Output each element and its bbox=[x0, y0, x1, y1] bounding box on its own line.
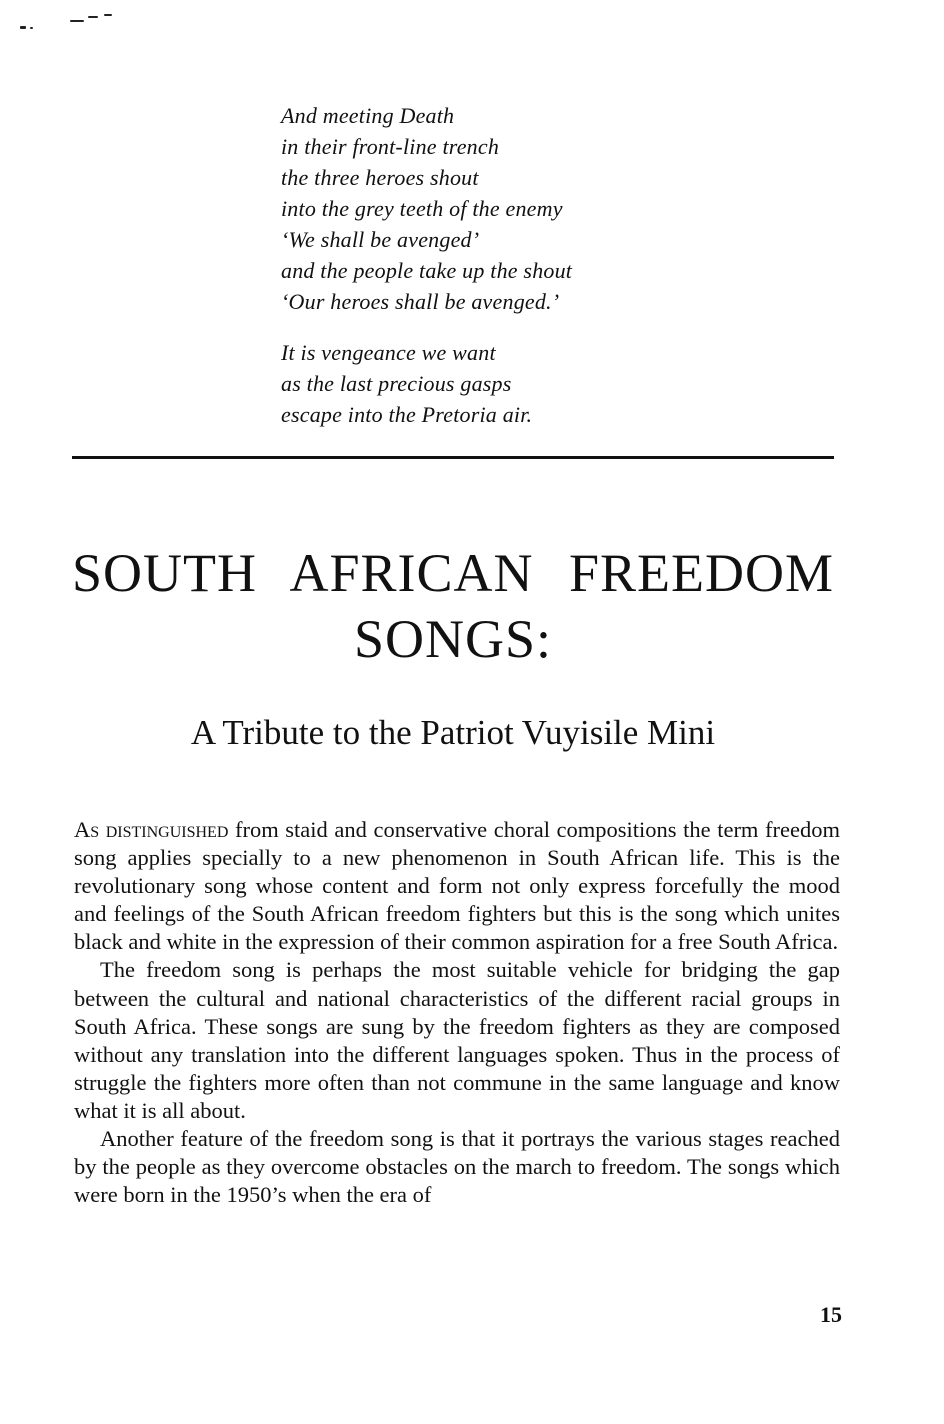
scan-speck bbox=[88, 16, 98, 18]
poem-stanza-1 bbox=[281, 100, 841, 317]
article-title-line-1 bbox=[72, 540, 834, 606]
article-title bbox=[72, 540, 834, 672]
paragraph-text: The freedom song is perhaps the most suitable vehicle for bridging the gap between the cultural and national characteristics of the different racial groups in South Africa. These songs are sung by the freedom fighters as they are composed without any translation into the different languages spoken. Thus in the process of struggle the fighters more often than not commune in the same language and know what it is all about. bbox=[74, 957, 840, 1123]
body-paragraph bbox=[74, 1125, 840, 1209]
poem-line: It is vengeance we want bbox=[281, 340, 496, 365]
poem-line: ‘We shall be avenged’ bbox=[281, 227, 480, 252]
poem-line: And meeting Death bbox=[281, 103, 455, 128]
page-number: 15 bbox=[820, 1302, 842, 1327]
poem-line: escape into the Pretoria air. bbox=[281, 402, 533, 427]
article-title-line-2: SONGS: bbox=[353, 609, 553, 669]
scan-speck bbox=[30, 27, 33, 29]
poem-line: the three heroes shout bbox=[281, 165, 479, 190]
poem-line: ‘Our heroes shall be avenged.’ bbox=[281, 289, 560, 314]
title-word: SOUTH bbox=[72, 543, 258, 603]
scan-speck bbox=[70, 20, 84, 22]
title-word: FREEDOM bbox=[568, 543, 834, 603]
poem-stanza-2 bbox=[281, 337, 841, 430]
paragraph-lead: As distinguished bbox=[74, 817, 229, 842]
poem bbox=[281, 100, 841, 430]
title-word: AFRICAN bbox=[289, 543, 534, 603]
poem-line: in their front-line trench bbox=[281, 134, 500, 159]
body-paragraph bbox=[74, 956, 840, 1125]
article-subtitle: A Tribute to the Patriot Vuyisile Mini bbox=[190, 713, 716, 752]
scan-speck bbox=[20, 26, 26, 29]
scan-speck bbox=[104, 14, 112, 16]
paragraph-text: Another feature of the freedom song is that it portrays the various stages reached by the people as they overcome obstacles on the march to freedom. The songs which were born in the 1950’s when the era of bbox=[74, 1126, 840, 1208]
poem-line: as the last precious gasps bbox=[281, 371, 512, 396]
poem-line: and the people take up the shout bbox=[281, 258, 573, 283]
paragraph-text: from staid and conservative choral compositions the term freedom song applies specially to a new phenomenon in South African life. This is the revolutionary song whose content and form not only express forcefully the mood and feelings of the South African freedom fighters but this is the song which unites black and white in the expression of their common aspiration for a free South Africa. bbox=[74, 817, 840, 955]
article-body bbox=[74, 816, 840, 1209]
section-divider bbox=[72, 456, 834, 459]
poem-line: into the grey teeth of the enemy bbox=[281, 196, 563, 221]
body-paragraph bbox=[74, 816, 840, 956]
